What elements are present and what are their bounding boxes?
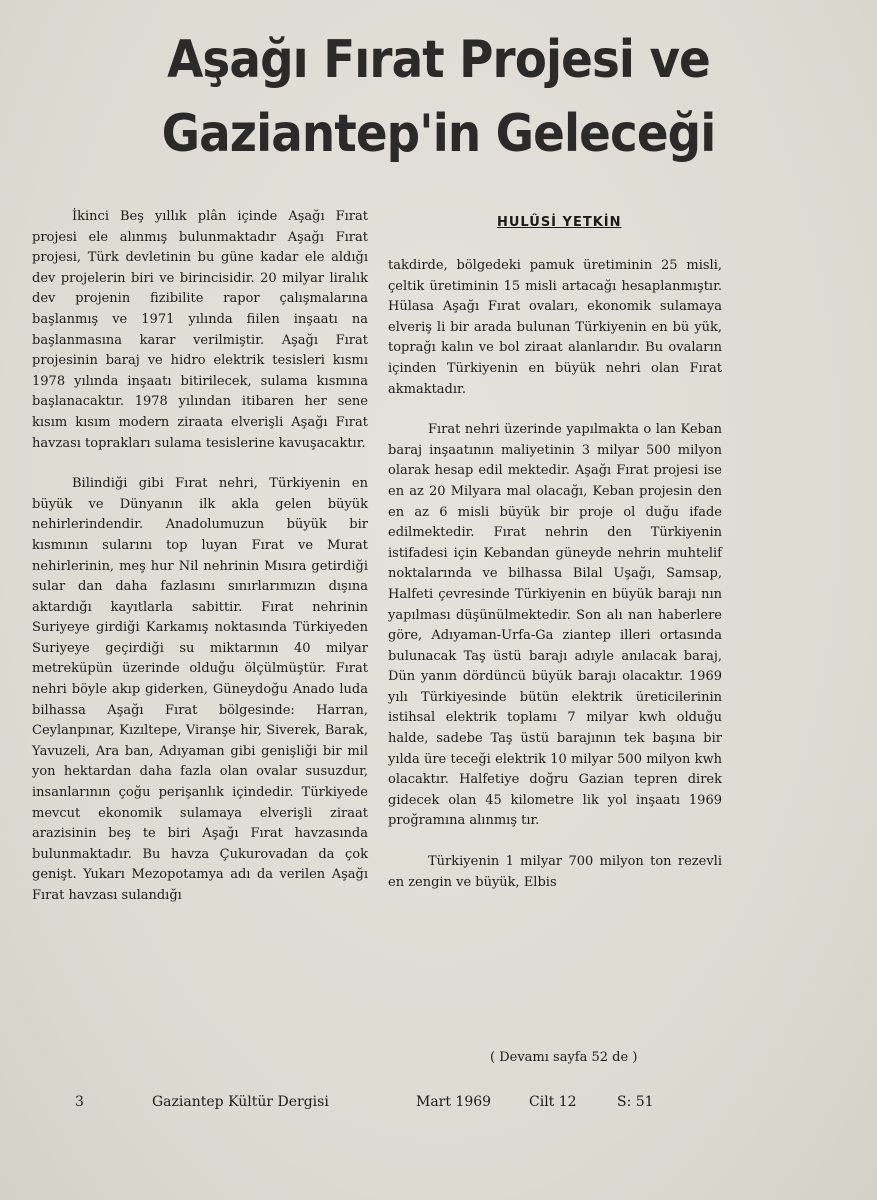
- paragraph: Fırat nehri üzerinde yapılmakta o lan Keban baraj inşaatının maliyetinin 3 milyar 500 milyon olarak hesap edil mektedir. Aşağı Fırat projesi ise en az 20 Milyara mal olacağı, Keban projesin den en az 6 misli büyük bir proje ol duğu ifade edilmektedir. Fırat nehrin den Türkiyenin istifadesi için Kebandan güneyde nehrin muhtelif noktalarında ve bilhassa Bilal Uşağı, Samsap, Halfeti çevresinde Türkiyenin en büyük barajı nın yapılması düşünülmektedir. Son alı nan haberlere göre, Adıyaman-Urfa-Ga ziantep illeri ortasında bulunacak Taş üstü barajı adıyle anılacak baraj, Dün yanın dördüncü büyük barajı olacaktır. 1969 yılı Türkiyesinde bütün elektrik üreticilerinin istihsal elektrik toplamı 7 milyar kwh olduğu halde, sadebe Taş üstü barajının tek başına bir yılda üre teceği elektrik 10 milyar 500 milyon kwh olacaktır. Halfetiye doğru Gazian tepren direk gidecek olan 45 kilometre lik yol inşaatı 1969 proğramına alınmış tır.: [388, 422, 722, 829]
- article-title-line-2: Gaziantep'in Geleceği: [161, 104, 716, 164]
- paragraph: İkinci Beş yıllık plân içinde Aşağı Fırat projesi ele alınmış bulunmaktadır Aşağı Fırat projesi, Türk devletinin bu güne kadar ele aldığı dev projelerin biri ve birincisidir. 20 milyar liralık dev projenin fizibilite rapor çalışmalarına başlanmış ve 1971 yılında fiilen inşaatı na başlanmasına karar verilmiştir. Aşağı Fırat projesinin baraj ve hidro elektrik tesisleri kısmı 1978 yılında inşaatı bitirilecek, sulama kısmına başlanacaktır. 1978 yılından itibaren her sene kısım kısım modern ziraata elverişli Aşağı Fırat havzası toprakları sulama tesislerine kavuşacaktır.: [32, 209, 368, 451]
- author-byline: HULÛSİ YETKİN: [497, 215, 622, 230]
- continued-note: ( Devamı sayfa 52 de ): [490, 1050, 638, 1065]
- issue-number: S: 51: [617, 1094, 654, 1110]
- volume-number: Cilt 12: [529, 1094, 577, 1110]
- page-number: 3: [75, 1094, 84, 1110]
- paragraph: takdirde, bölgedeki pamuk üretiminin 25 misli, çeltik üretiminin 15 misli artacağı hesaplanmıştır. Hülasa Aşağı Fırat ovaları, ekonomik sulamaya elveriş li bir arada bulunan Türkiyenin en bü yük, toprağı kalın ve bol ziraat alanlarıdır. Bu ovaların içinden Türkiyenin en büyük nehri olan Fırat akmaktadır.: [388, 258, 722, 397]
- journal-name: Gaziantep Kültür Dergisi: [152, 1094, 329, 1110]
- paragraph: Türkiyenin 1 milyar 700 milyon ton rezevli en zengin ve büyük, Elbis: [388, 854, 722, 890]
- right-text-column: [388, 256, 722, 893]
- paragraph: Bilindiği gibi Fırat nehri, Türkiyenin en büyük ve Dünyanın ilk akla gelen büyük nehirlerindendir. Anadolumuzun büyük bir kısmının sularını top luyan Fırat ve Murat nehirlerinin, meş hur Nil nehrinin Mısıra getirdiği sular dan daha fazlasını sınırlarımızın dışına aktardığı kayıtlarla sabittir. Fırat nehrinin Suriyeye girdiği Karkamış noktasında Türkiyeden Suriyeye geçirdiği su miktarının 40 milyar metreküpün üzerinde olduğu ölçülmüştür. Fırat nehri böyle akıp giderken, Güneydoğu Anado luda bilhassa Aşağı Fırat bölgesinde: Harran, Ceylanpınar, Kızıltepe, Viranşe hir, Siverek, Barak, Yavuzeli, Ara ban, Adıyaman gibi genişliği bir mil yon hektardan daha fazla olan ovalar susuzdur, insanlarının çoğu perişanlık içindedir. Türkiyede mevcut ekonomik sulamaya elverişli ziraat arazisinin beş te biri Aşağı Fırat havzasında bulunmaktadır. Bu havza Çukurovadan da çok genişt. Yukarı Mezopotamya adı da verilen Aşağı Fırat havzası sulandığı: [32, 476, 368, 903]
- article-title-line-1: Aşağı Fırat Projesi ve: [167, 30, 710, 90]
- issue-date: Mart 1969: [416, 1094, 492, 1110]
- left-text-column: [32, 207, 368, 907]
